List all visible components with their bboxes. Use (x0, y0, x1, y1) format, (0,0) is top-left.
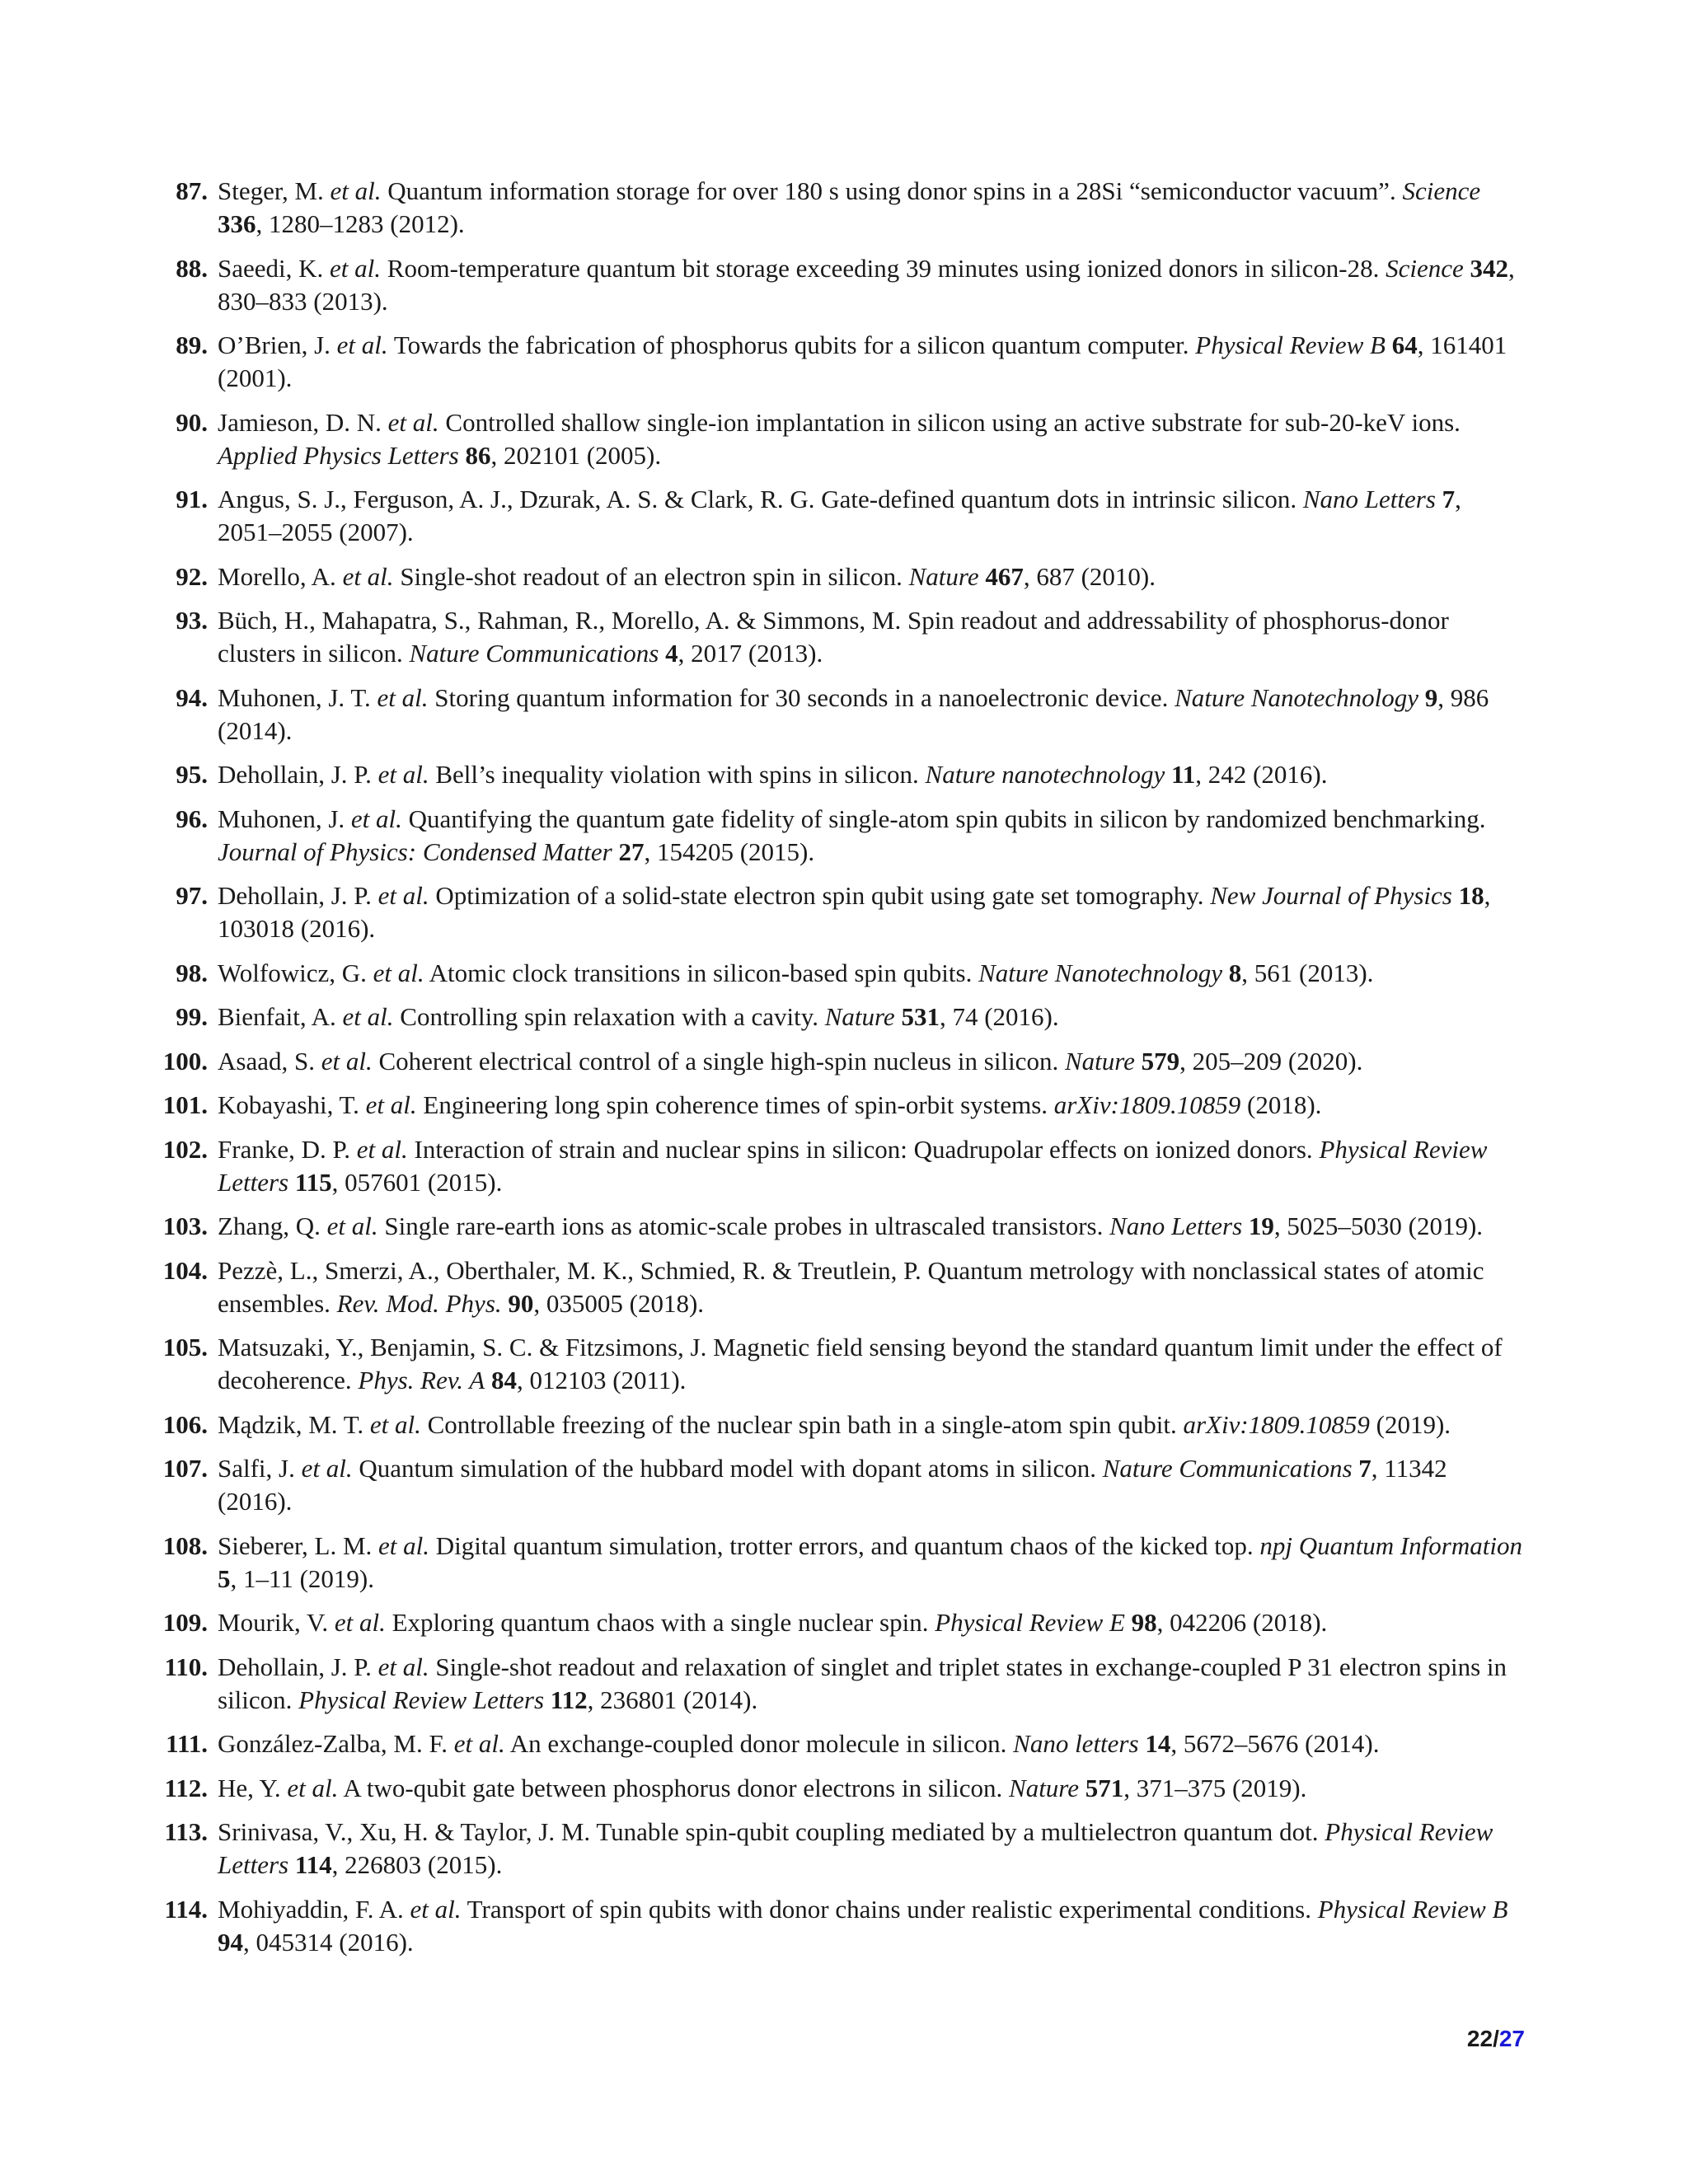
reference-italic: Physical Review B (1317, 1894, 1508, 1924)
reference-text (218, 330, 1507, 392)
reference-number: 90. (176, 407, 208, 437)
reference-segment: Controlled shallow single-ion implantation in silicon using an active substrate for sub-20-keV ions. (438, 407, 1461, 437)
reference-number: 114. (164, 1894, 208, 1924)
reference-segment: (2018). (1240, 1090, 1322, 1119)
reference-item (132, 803, 1525, 869)
reference-text (218, 1002, 1059, 1031)
reference-volume: 8 (1228, 958, 1242, 987)
reference-item (132, 1210, 1525, 1243)
reference-italic: et al. (365, 1090, 417, 1119)
reference-text (218, 606, 1449, 668)
reference-segment (1242, 1212, 1249, 1240)
reference-item (132, 604, 1525, 670)
reference-volume: 342 (1470, 253, 1509, 283)
reference-item (132, 1133, 1525, 1199)
reference-italic: Nature (824, 1002, 895, 1031)
reference-number: 89. (176, 330, 208, 359)
reference-volume: 7 (1442, 485, 1456, 513)
reference-text (218, 1652, 1507, 1714)
reference-italic: et al. (378, 1530, 430, 1560)
reference-volume: 98 (1131, 1608, 1157, 1637)
reference-segment: Towards the fabrication of phosphorus qubits for a silicon quantum computer. (387, 330, 1196, 359)
reference-italic: et al. (350, 804, 402, 833)
reference-volume: 4 (665, 639, 678, 668)
reference-item (132, 682, 1525, 748)
reference-number: 99. (176, 1002, 208, 1031)
reference-segment: Controlling spin relaxation with a cavity. (393, 1002, 825, 1031)
reference-volume: 467 (985, 561, 1024, 591)
reference-item (132, 1331, 1525, 1397)
reference-segment: Digital quantum simulation, trotter errors, and quantum chaos of the kicked top. (429, 1530, 1260, 1560)
reference-segment: Dehollain, J. P. (218, 1652, 378, 1681)
reference-segment: Matsuzaki, Y., Benjamin, S. C. & Fitzsimons, J. Magnetic field sensing beyond the standard quantum limit under the effect of decoherence. (218, 1333, 1503, 1394)
reference-italic: Nature Nanotechnology (1175, 682, 1419, 712)
reference-italic: Nano Letters (1109, 1212, 1243, 1240)
reference-italic: et al. (301, 1454, 353, 1483)
reference-segment: , 045314 (2016). (243, 1927, 414, 1957)
reference-segment: , 154205 (2015). (644, 837, 815, 866)
reference-italic: et al. (330, 253, 382, 283)
reference-volume: 5 (218, 1563, 231, 1593)
reference-text (218, 1729, 1379, 1758)
reference-text (218, 881, 1490, 943)
reference-segment (1135, 1047, 1142, 1076)
reference-segment: Mohiyaddin, F. A. (218, 1894, 410, 1924)
reference-segment: Bienfait, A. (218, 1002, 343, 1031)
reference-volume: 336 (218, 209, 256, 238)
reference-number: 107. (162, 1454, 208, 1483)
reference-item (132, 1452, 1525, 1518)
reference-number: 103. (162, 1212, 208, 1240)
reference-italic: et al. (342, 1002, 394, 1031)
reference-italic: et al. (377, 881, 429, 910)
reference-italic: et al. (387, 407, 439, 437)
reference-italic: Journal of Physics: Condensed Matter (218, 837, 612, 866)
reference-item (132, 1045, 1525, 1078)
reference-segment: Quantum information storage for over 180 s using donor spins in a 28Si “semiconductor vacuum”. (381, 176, 1403, 205)
reference-text (218, 1531, 1522, 1593)
reference-italic: Nature (1064, 1046, 1135, 1076)
reference-volume: 14 (1145, 1729, 1171, 1758)
page-total-link[interactable]: 27 (1498, 2026, 1525, 2051)
reference-segment: Dehollain, J. P. (218, 760, 378, 789)
reference-segment: Muhonen, J. T. (218, 682, 377, 712)
reference-segment: , 687 (2010). (1023, 561, 1156, 591)
reference-segment: Sieberer, L. M. (218, 1530, 379, 1560)
reference-text (218, 1047, 1362, 1076)
reference-segment (1079, 1774, 1085, 1802)
reference-segment: , 042206 (2018). (1156, 1608, 1328, 1637)
reference-text (218, 1454, 1447, 1516)
reference-italic: Science (1386, 253, 1464, 283)
reference-list (132, 175, 1525, 1970)
reference-italic: et al. (356, 1134, 408, 1164)
reference-italic: Nano letters (1013, 1729, 1139, 1758)
reference-segment: Exploring quantum chaos with a single nuclear spin. (385, 1608, 935, 1637)
reference-italic: Nature Communications (1102, 1454, 1353, 1483)
reference-number: 96. (176, 804, 208, 833)
reference-segment: , 830–833 (2013). (218, 253, 1515, 316)
reference-italic: et al. (369, 1409, 421, 1439)
reference-item (132, 1816, 1525, 1882)
reference-segment: , 371–375 (2019). (1123, 1773, 1307, 1802)
reference-text (218, 1608, 1327, 1637)
reference-italic: Science (1402, 176, 1481, 205)
reference-volume: 84 (490, 1366, 517, 1394)
reference-volume: 531 (901, 1002, 940, 1031)
reference-number: 109. (162, 1608, 208, 1637)
reference-segment: , 205–209 (2020). (1179, 1046, 1363, 1076)
reference-italic: Nature nanotechnology (925, 760, 1165, 789)
reference-text (218, 254, 1515, 316)
reference-number: 91. (176, 485, 208, 513)
reference-segment: A two-qubit gate between phosphorus donor electrons in silicon. (338, 1773, 1010, 1802)
reference-item (132, 1001, 1525, 1033)
reference-segment: Franke, D. P. (218, 1134, 357, 1164)
reference-text (218, 804, 1486, 866)
reference-number: 87. (176, 176, 208, 205)
reference-segment (544, 1685, 551, 1714)
reference-number: 111. (166, 1729, 208, 1758)
reference-segment: , 986 (2014). (218, 682, 1489, 745)
reference-segment: Transport of spin qubits with donor chains under realistic experimental conditions. (461, 1894, 1318, 1924)
reference-segment: Jamieson, D. N. (218, 407, 388, 437)
reference-number: 102. (162, 1134, 208, 1164)
reference-text (218, 1410, 1451, 1439)
reference-segment: Mourik, V. (218, 1608, 335, 1637)
reference-segment: Salfi, J. (218, 1454, 302, 1483)
page-separator: / (1493, 2026, 1499, 2051)
reference-segment: O’Brien, J. (218, 330, 337, 359)
reference-italic: et al. (342, 561, 394, 591)
reference-segment: , 11342 (2016). (218, 1454, 1447, 1516)
reference-italic: et al. (326, 1212, 378, 1240)
reference-volume: 86 (465, 440, 491, 470)
reference-item (132, 252, 1525, 318)
reference-segment: , 161401 (2001). (218, 330, 1507, 392)
reference-segment: , 1–11 (2019). (230, 1563, 374, 1593)
reference-italic: Physical Review E (935, 1608, 1125, 1637)
reference-segment: Single-shot readout and relaxation of singlet and triplet states in exchange-coupled P 31 electron spins in silicon. (218, 1652, 1507, 1714)
reference-italic: Nature (1009, 1773, 1079, 1802)
reference-volume: 115 (294, 1167, 332, 1197)
reference-volume: 11 (1171, 760, 1196, 789)
reference-segment: , 226803 (2015). (331, 1850, 503, 1879)
reference-segment (1464, 254, 1470, 283)
reference-segment: Storing quantum information for 30 seconds in a nanoelectronic device. (428, 682, 1175, 712)
reference-italic: et al. (410, 1894, 462, 1924)
reference-segment: Dehollain, J. P. (218, 881, 378, 910)
reference-volume: 90 (508, 1288, 534, 1318)
reference-segment (1386, 330, 1392, 359)
reference-segment: Atomic clock transitions in silicon-based spin qubits. (424, 958, 979, 987)
reference-segment: Bell’s inequality violation with spins in silicon. (429, 760, 926, 789)
reference-segment: Single-shot readout of an electron spin in silicon. (393, 561, 909, 591)
reference-italic: Nature Nanotechnology (978, 958, 1222, 987)
reference-volume: 19 (1248, 1212, 1274, 1240)
reference-number: 95. (176, 760, 208, 789)
reference-segment (1165, 760, 1171, 789)
reference-volume: 579 (1141, 1046, 1180, 1076)
page-current: 22 (1466, 2026, 1493, 2051)
reference-segment (288, 1850, 295, 1879)
reference-italic: Nature (908, 561, 979, 591)
reference-number: 105. (162, 1333, 208, 1361)
reference-number: 92. (176, 561, 208, 591)
reference-segment: Pezzè, L., Smerzi, A., Oberthaler, M. K., Schmied, R. & Treutlein, P. Quantum metrology with nonclassical states of atomic ensembles. (218, 1255, 1484, 1318)
reference-number: 104. (162, 1255, 208, 1285)
reference-segment: Muhonen, J. (218, 804, 351, 833)
reference-segment: , 561 (2013). (1241, 958, 1374, 987)
reference-item (132, 175, 1525, 241)
reference-segment: , 236801 (2014). (587, 1685, 758, 1714)
reference-volume: 114 (294, 1850, 332, 1879)
reference-volume: 9 (1424, 682, 1438, 712)
reference-italic: et al. (377, 682, 429, 712)
reference-text (218, 1090, 1321, 1119)
reference-text (218, 1333, 1503, 1394)
reference-text (218, 1212, 1483, 1240)
reference-segment: , 035005 (2018). (533, 1288, 705, 1318)
reference-number: 94. (176, 682, 208, 712)
reference-segment: Wolfowicz, G. (218, 958, 373, 987)
reference-number: 106. (162, 1409, 208, 1439)
reference-segment: , 202101 (2005). (490, 440, 662, 470)
reference-segment: Controllable freezing of the nuclear spin bath in a single-atom spin qubit. (420, 1409, 1184, 1439)
reference-segment: Saeedi, K. (218, 253, 331, 283)
reference-segment: Büch, H., Mahapatra, S., Rahman, R., Morello, A. & Simmons, M. Spin readout and addressability of phosphorus-donor clusters in silicon. (218, 606, 1449, 668)
reference-segment: , 1280–1283 (2012). (256, 209, 465, 238)
reference-volume: 112 (550, 1685, 588, 1714)
reference-item (132, 1893, 1525, 1959)
reference-item (132, 1772, 1525, 1805)
reference-italic: Nano Letters (1302, 485, 1436, 513)
reference-volume: 94 (218, 1927, 243, 1957)
reference-number: 93. (176, 606, 208, 635)
reference-segment: , 5672–5676 (2014). (1170, 1729, 1380, 1758)
reference-segment: An exchange-coupled donor molecule in silicon. (504, 1729, 1014, 1758)
reference-segment: (2019). (1369, 1409, 1451, 1439)
reference-segment: Optimization of a solid-state electron spin qubit using gate set tomography. (429, 881, 1211, 910)
reference-segment: Steger, M. (218, 176, 331, 205)
reference-volume: 64 (1391, 330, 1418, 359)
reference-segment: Room-temperature quantum bit storage exceeding 39 minutes using ionized donors in silicon-28. (381, 253, 1386, 283)
reference-item (132, 1089, 1525, 1122)
reference-text (218, 1135, 1487, 1197)
reference-segment: Quantifying the quantum gate fidelity of single-atom spin qubits in silicon by randomized benchmarking. (401, 804, 1486, 833)
reference-item (132, 406, 1525, 472)
reference-segment: Interaction of strain and nuclear spins in silicon: Quadrupolar effects on ionized donors. (407, 1134, 1320, 1164)
reference-item (132, 879, 1525, 945)
reference-segment: , 5025–5030 (2019). (1273, 1212, 1484, 1240)
reference-segment (485, 1366, 491, 1394)
reference-segment (659, 639, 665, 668)
reference-text (218, 1774, 1306, 1802)
reference-italic: Physical Review Letters (218, 1817, 1493, 1879)
reference-italic: et al. (377, 760, 429, 789)
reference-italic: et al. (287, 1773, 339, 1802)
reference-number: 108. (162, 1530, 208, 1560)
reference-italic: New Journal of Physics (1210, 881, 1452, 910)
reference-italic: et al. (330, 176, 382, 205)
reference-text (218, 408, 1461, 470)
reference-italic: Nature Communications (409, 639, 659, 668)
reference-italic: et al. (453, 1729, 505, 1758)
reference-segment: , 2017 (2013). (678, 639, 823, 668)
reference-italic: et al. (334, 1608, 386, 1637)
reference-volume: 18 (1458, 881, 1484, 910)
reference-number: 97. (176, 881, 208, 910)
reference-segment (1125, 1608, 1132, 1637)
reference-volume: 571 (1085, 1773, 1124, 1802)
reference-segment: , 74 (2016). (939, 1002, 1059, 1031)
reference-italic: arXiv:1809.10859 (1183, 1409, 1370, 1439)
reference-item (132, 1254, 1525, 1320)
reference-segment: Morello, A. (218, 561, 343, 591)
reference-item (132, 1727, 1525, 1760)
reference-segment: Zhang, Q. (218, 1212, 327, 1240)
reference-item (132, 1530, 1525, 1596)
reference-item (132, 1408, 1525, 1441)
reference-segment: Angus, S. J., Ferguson, A. J., Dzurak, A. S. & Clark, R. G. Gate-defined quantum dots in intrinsic silicon. (218, 485, 1303, 513)
reference-item (132, 957, 1525, 990)
reference-item (132, 329, 1525, 395)
reference-italic: et al. (377, 1652, 429, 1681)
reference-item (132, 758, 1525, 791)
reference-text (218, 760, 1327, 789)
reference-segment (1418, 683, 1425, 712)
reference-segment: Engineering long spin coherence times of spin-orbit systems. (416, 1090, 1054, 1119)
reference-number: 113. (164, 1817, 208, 1846)
reference-number: 112. (164, 1773, 208, 1802)
reference-segment (1452, 881, 1459, 910)
reference-segment: , 2051–2055 (2007). (218, 485, 1461, 546)
reference-segment: , 242 (2016). (1195, 760, 1328, 789)
reference-segment: Mądzik, M. T. (218, 1409, 370, 1439)
reference-segment: Srinivasa, V., Xu, H. & Taylor, J. M. Tunable spin-qubit coupling mediated by a multielectron quantum dot. (218, 1817, 1325, 1846)
reference-number: 88. (176, 253, 208, 283)
page-number (1451, 2024, 1525, 2054)
reference-segment (288, 1168, 295, 1197)
reference-segment: , 103018 (2016). (218, 881, 1491, 943)
reference-italic: Physical Review B (1195, 330, 1386, 359)
reference-number: 98. (176, 958, 208, 987)
reference-italic: Physical Review Letters (218, 1134, 1488, 1197)
reference-italic: Phys. Rev. A (358, 1366, 485, 1394)
reference-segment: , 057601 (2015). (331, 1167, 503, 1197)
reference-italic: et al. (321, 1046, 373, 1076)
reference-text (218, 485, 1461, 546)
reference-segment: Single rare-earth ions as atomic-scale probes in ultrascaled transistors. (377, 1212, 1110, 1240)
reference-segment (1222, 958, 1229, 987)
reference-volume: 7 (1358, 1454, 1372, 1483)
reference-italic: npj Quantum Information (1259, 1530, 1522, 1560)
reference-item (132, 1606, 1525, 1639)
reference-italic: et al. (373, 958, 424, 987)
reference-item (132, 483, 1525, 549)
reference-segment (1436, 485, 1442, 513)
reference-number: 110. (164, 1652, 208, 1681)
reference-number: 101. (162, 1090, 208, 1119)
reference-italic: et al. (336, 330, 388, 359)
reference-item (132, 1651, 1525, 1717)
reference-text (218, 1256, 1484, 1318)
reference-segment: González-Zalba, M. F. (218, 1729, 454, 1758)
reference-segment: , 012103 (2011). (516, 1366, 687, 1394)
reference-text (218, 562, 1156, 591)
reference-number: 100. (162, 1046, 208, 1076)
reference-italic: Applied Physics Letters (218, 440, 459, 470)
reference-segment: Quantum simulation of the hubbard model with dopant atoms in silicon. (352, 1454, 1103, 1483)
reference-text (218, 176, 1480, 238)
reference-text (218, 683, 1489, 745)
reference-segment: Kobayashi, T. (218, 1090, 366, 1119)
reference-text (218, 958, 1373, 987)
reference-segment: Coherent electrical control of a single high-spin nucleus in silicon. (372, 1046, 1065, 1076)
reference-text (218, 1817, 1493, 1879)
reference-segment: He, Y. (218, 1773, 288, 1802)
reference-volume: 27 (618, 837, 645, 866)
reference-italic: Physical Review Letters (298, 1685, 545, 1714)
reference-italic: Rev. Mod. Phys. (336, 1288, 502, 1318)
reference-segment: Asaad, S. (218, 1046, 321, 1076)
reference-italic: arXiv:1809.10859 (1053, 1090, 1241, 1119)
reference-text (218, 1895, 1507, 1957)
reference-item (132, 560, 1525, 593)
